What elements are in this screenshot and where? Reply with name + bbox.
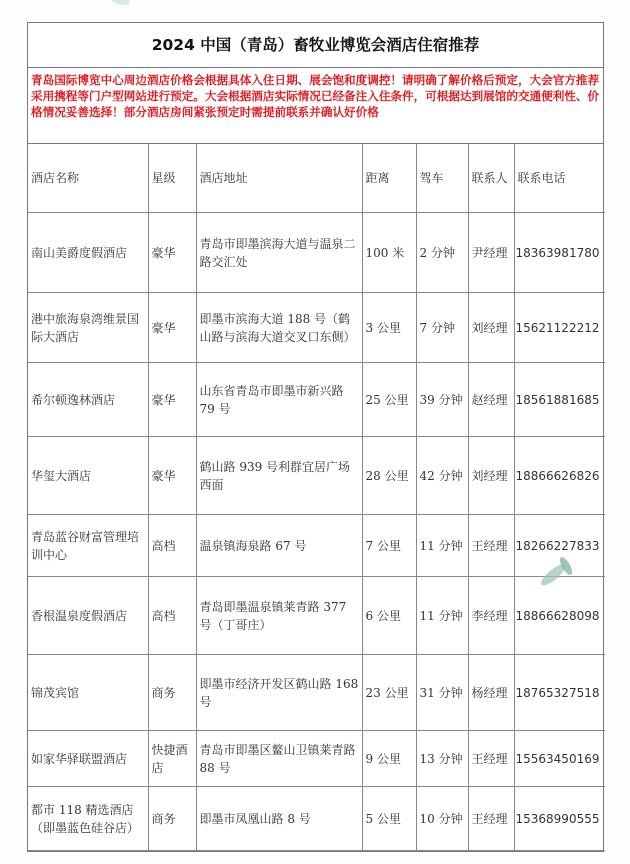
phone-cell: 18765327518 (514, 655, 605, 731)
table-row (28, 213, 605, 293)
distance-cell: 25 公里 (362, 363, 416, 437)
address-cell: 即墨市凤凰山路 8 号 (196, 787, 362, 851)
phone-cell: 15368990555 (514, 787, 605, 851)
star-cell: 商务 (148, 787, 196, 851)
table-header-row (28, 144, 605, 213)
column-header-hotel-name: 酒店名称 (28, 144, 148, 213)
hotel-name-cell: 港中旅海泉湾维景国际大酒店 (28, 293, 148, 363)
address-cell: 青岛市即墨区鳌山卫镇莱青路 88 号 (196, 731, 362, 787)
page-title: 2024 中国（青岛）畜牧业博览会酒店住宿推荐 (28, 23, 603, 68)
distance-cell: 100 米 (362, 213, 416, 293)
distance-cell: 23 公里 (362, 655, 416, 731)
star-cell: 豪华 (148, 437, 196, 515)
phone-cell: 18363981780 (514, 213, 605, 293)
address-cell: 山东省青岛市即墨市新兴路 79 号 (196, 363, 362, 437)
column-header-phone: 联系电话 (514, 144, 605, 213)
drive-cell: 11 分钟 (416, 515, 468, 577)
hotel-name-cell: 南山美爵度假酒店 (28, 213, 148, 293)
hotel-name-cell: 都市 118 精选酒店（即墨蓝色硅谷店） (28, 787, 148, 851)
drive-cell: 2 分钟 (416, 213, 468, 293)
address-cell: 即墨市经济开发区鹤山路 168 号 (196, 655, 362, 731)
distance-cell: 7 公里 (362, 515, 416, 577)
table-row (28, 515, 605, 577)
table-row (28, 293, 605, 363)
address-cell: 鹤山路 939 号利群宜居广场西面 (196, 437, 362, 515)
table-row (28, 787, 605, 851)
contact-cell: 王经理 (468, 731, 514, 787)
notice-text: 青岛国际博览中心周边酒店价格会根据具体入住日期、展会饱和度调控！请明确了解价格后预定，大会官方推荐采用携程等门户型网站进行预定。大会根据酒店实际情况已经备注入住条件，可根据达到展馆的交通便利性、价格情况妥善选择！部分酒店房间紧张预定时需提前联系并确认好价格 (28, 68, 603, 144)
phone-cell: 18561881685 (514, 363, 605, 437)
distance-cell: 5 公里 (362, 787, 416, 851)
address-cell: 即墨市滨海大道 188 号（鹤山路与滨海大道交叉口东侧） (196, 293, 362, 363)
table-row (28, 655, 605, 731)
address-cell: 青岛即墨温泉镇莱青路 377 号（丁哥庄） (196, 577, 362, 655)
table-row (28, 577, 605, 655)
hotel-name-cell: 华玺大酒店 (28, 437, 148, 515)
column-header-star: 星级 (148, 144, 196, 213)
table-row (28, 363, 605, 437)
hotel-name-cell: 希尔顿逸林酒店 (28, 363, 148, 437)
address-cell: 温泉镇海泉路 67 号 (196, 515, 362, 577)
column-header-address: 酒店地址 (196, 144, 362, 213)
phone-cell: 15621122212 (514, 293, 605, 363)
contact-cell: 李经理 (468, 577, 514, 655)
contact-cell: 杨经理 (468, 655, 514, 731)
column-header-drive: 驾车 (416, 144, 468, 213)
contact-cell: 尹经理 (468, 213, 514, 293)
star-cell: 商务 (148, 655, 196, 731)
drive-cell: 10 分钟 (416, 787, 468, 851)
drive-cell: 39 分钟 (416, 363, 468, 437)
phone-cell: 18266227833 (514, 515, 605, 577)
star-cell: 高档 (148, 515, 196, 577)
distance-cell: 3 公里 (362, 293, 416, 363)
drive-cell: 13 分钟 (416, 731, 468, 787)
contact-cell: 刘经理 (468, 293, 514, 363)
drive-cell: 7 分钟 (416, 293, 468, 363)
contact-cell: 王经理 (468, 787, 514, 851)
contact-cell: 刘经理 (468, 437, 514, 515)
hotel-name-cell: 如家华驿联盟酒店 (28, 731, 148, 787)
hotel-name-cell: 青岛蓝谷财富管理培训中心 (28, 515, 148, 577)
drive-cell: 11 分钟 (416, 577, 468, 655)
star-cell: 快捷酒店 (148, 731, 196, 787)
column-header-contact: 联系人 (468, 144, 514, 213)
drive-cell: 42 分钟 (416, 437, 468, 515)
hotel-table (28, 144, 605, 851)
distance-cell: 28 公里 (362, 437, 416, 515)
hotel-name-cell: 香根温泉度假酒店 (28, 577, 148, 655)
contact-cell: 赵经理 (468, 363, 514, 437)
table-row (28, 731, 605, 787)
star-cell: 豪华 (148, 293, 196, 363)
phone-cell: 18866628098 (514, 577, 605, 655)
hotel-recommendation-sheet (27, 22, 604, 852)
table-row (28, 437, 605, 515)
distance-cell: 6 公里 (362, 577, 416, 655)
distance-cell: 9 公里 (362, 731, 416, 787)
star-cell: 豪华 (148, 363, 196, 437)
star-cell: 豪华 (148, 213, 196, 293)
contact-cell: 王经理 (468, 515, 514, 577)
hotel-name-cell: 锦茂宾馆 (28, 655, 148, 731)
column-header-distance: 距离 (362, 144, 416, 213)
drive-cell: 31 分钟 (416, 655, 468, 731)
phone-cell: 18866626826 (514, 437, 605, 515)
star-cell: 高档 (148, 577, 196, 655)
address-cell: 青岛市即墨滨海大道与温泉二路交汇处 (196, 213, 362, 293)
phone-cell: 15563450169 (514, 731, 605, 787)
